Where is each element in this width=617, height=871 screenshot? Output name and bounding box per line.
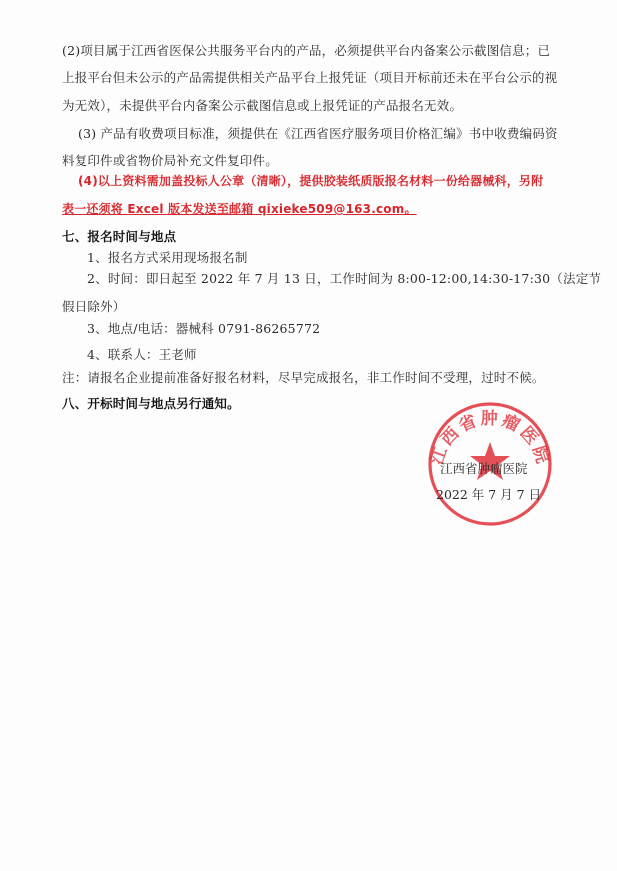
section8-title: 八、开标时间与地点另行通知。: [62, 396, 240, 411]
para2-line3: 为无效），未提供平台内备案公示截图信息或上报凭证的产品报名无效。: [62, 98, 463, 113]
item1: 1、报名方式采用现场报名制: [87, 250, 248, 265]
para3-line1: (3) 产品有收费项目标准，须提供在《江西省医疗服务项目价格汇编》书中收费编码资: [78, 126, 558, 141]
para2-line1: (2)项目属于江西省医保公共服务平台内的产品，必须提供平台内备案公示截图信息；已: [62, 43, 551, 58]
para4-line2: 表一还须将 Excel 版本发送至邮箱 qixieke509@163.com。: [62, 202, 417, 216]
signature-org: 江西省肿瘤医院: [440, 461, 528, 476]
para4-line1: (4)以上资料需加盖投标人公章（清晰），提供胶装纸质版报名材料一份给器械科，另附: [78, 174, 544, 188]
item2-line1: 2、时间：即日起至 2022 年 7 月 13 日，工作时间为 8:00-12:00,14:30-17:30（法定节: [87, 271, 602, 286]
seal-text: 江西省肿瘤医院: [427, 408, 554, 469]
item3: 3、地点/电话：器械科 0791-86265772: [87, 321, 321, 336]
item4: 4、联系人：王老师: [87, 347, 197, 362]
section7-title: 七、报名时间与地点: [62, 229, 177, 244]
item2-line2: 假日除外）: [62, 299, 126, 314]
note: 注：请报名企业提前准备好报名材料，尽早完成报名，非工作时间不受理，过时不候。: [62, 370, 545, 385]
para3-line2: 料复印件或省物价局补充文件复印件。: [62, 153, 278, 168]
signature-date: 2022 年 7 月 7 日: [436, 487, 542, 502]
para2-line2: 上报平台但未公示的产品需提供相关产品平台上报凭证（项目开标前还未在平台公示的视: [62, 70, 558, 85]
